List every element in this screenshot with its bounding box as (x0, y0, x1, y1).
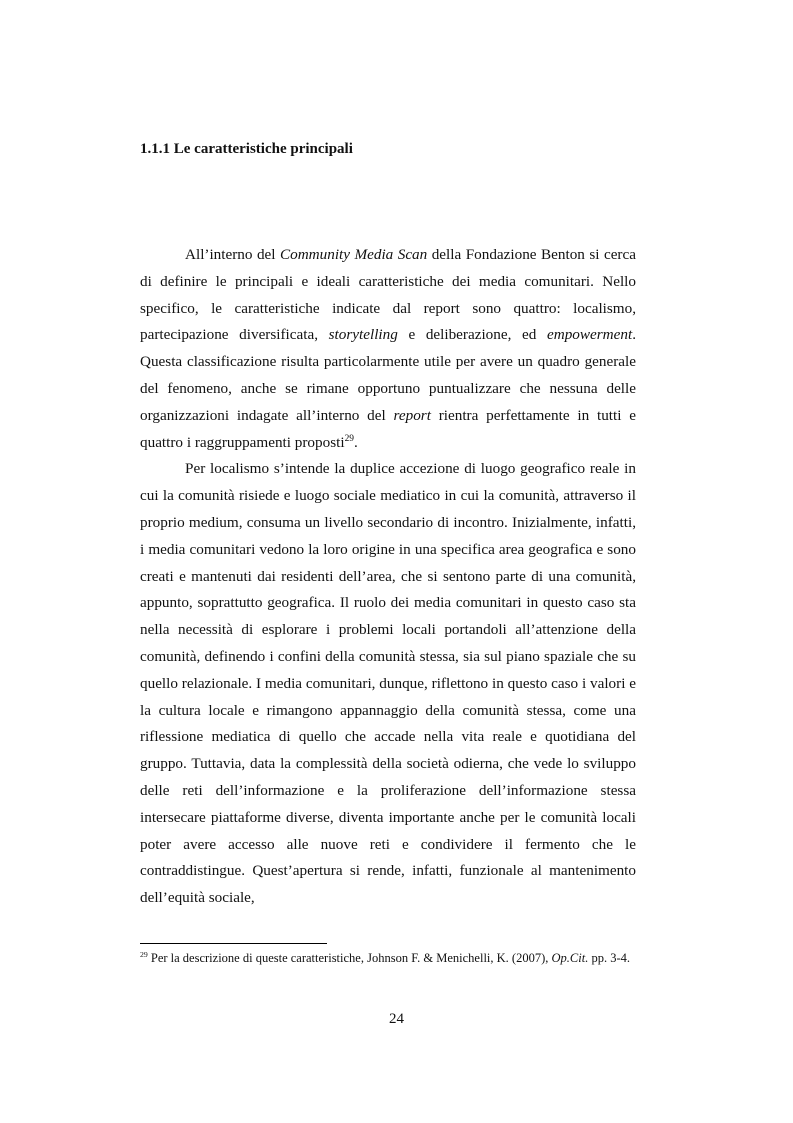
footnote-reference[interactable]: 29 (344, 433, 354, 444)
paragraph-intro (140, 242, 636, 456)
section-heading: 1.1.1 Le caratteristiche principali (140, 141, 353, 157)
paragraph-text: . Questa classificazione risulta particolarmente utile per avere un quadro generale del fenomeno, anche se rimane opportuno puntualizzare che nessuna delle organizzazioni indagate all’interno del (140, 326, 636, 424)
italic-term: report (393, 406, 431, 424)
paragraph-text: rientra perfettamente in tutti e quattro i raggruppamenti proposti (140, 406, 636, 451)
footnote-text: Per la descrizione di queste caratteristiche, Johnson F. & Menichelli, K. (2007), (147, 951, 552, 965)
footnote-number: 29 (140, 949, 148, 959)
body-text (140, 242, 636, 912)
footnote-text: pp. 3-4. (588, 951, 630, 965)
paragraph-text: . (353, 433, 358, 451)
paragraph-text: della Fondazione Benton si cerca di definire le principali e ideali caratteristiche dei media comunitari. Nello specifico, le caratteristiche indicate dal report sono quattro: localismo, partecipazione diversificata, (140, 246, 636, 344)
paragraph-localism: Per localismo s’intende la duplice accezione di luogo geografico reale in cui la comunità risiede e luogo sociale mediatico in cui la comunità, attraverso il proprio medium, consuma un livello secondario di incontro. Inizialmente, infatti, i media comunitari vedono la loro origine in una specifica area geografica e sono creati e mantenuti dai residenti dell’area, che si sentono parte di una comunità, appunto, soprattutto geografica. Il ruolo dei media comunitari in questo caso sta nella necessità di esplorare i problemi locali portandoli all’attenzione della comunità, definendo i confini della comunità stessa, sia sul piano spaziale che su quello relazionale. I media comunitari, dunque, riflettono in questo caso i valori e la cultura locale e rimangono appannaggio della comunità stessa, come una riflessione mediatica di quello che accade nella vita reale e quotidiana del gruppo. Tuttavia, data la complessità della società odierna, che vede lo sviluppo delle reti dell’informazione e la proliferazione dell’informazione stessa intersecare piattaforme diverse, diventa importante anche per le comunità locali poter avere accesso alle nuove reti e condividere il fermento che le contraddistingue. Quest’apertura si rende, infatti, funzionale al mantenimento dell’equità sociale, (140, 460, 636, 907)
footnote-divider (140, 943, 327, 944)
italic-term: storytelling (328, 326, 398, 344)
footnote-italic: Op.Cit. (551, 951, 589, 965)
page-number: 24 (389, 1011, 404, 1027)
paragraph-text: All’interno del (185, 246, 280, 263)
paragraph-text: e deliberazione, ed (397, 326, 547, 344)
italic-term: Community Media Scan (279, 246, 428, 263)
footnote (140, 950, 636, 967)
italic-term: empowerment (547, 326, 633, 344)
